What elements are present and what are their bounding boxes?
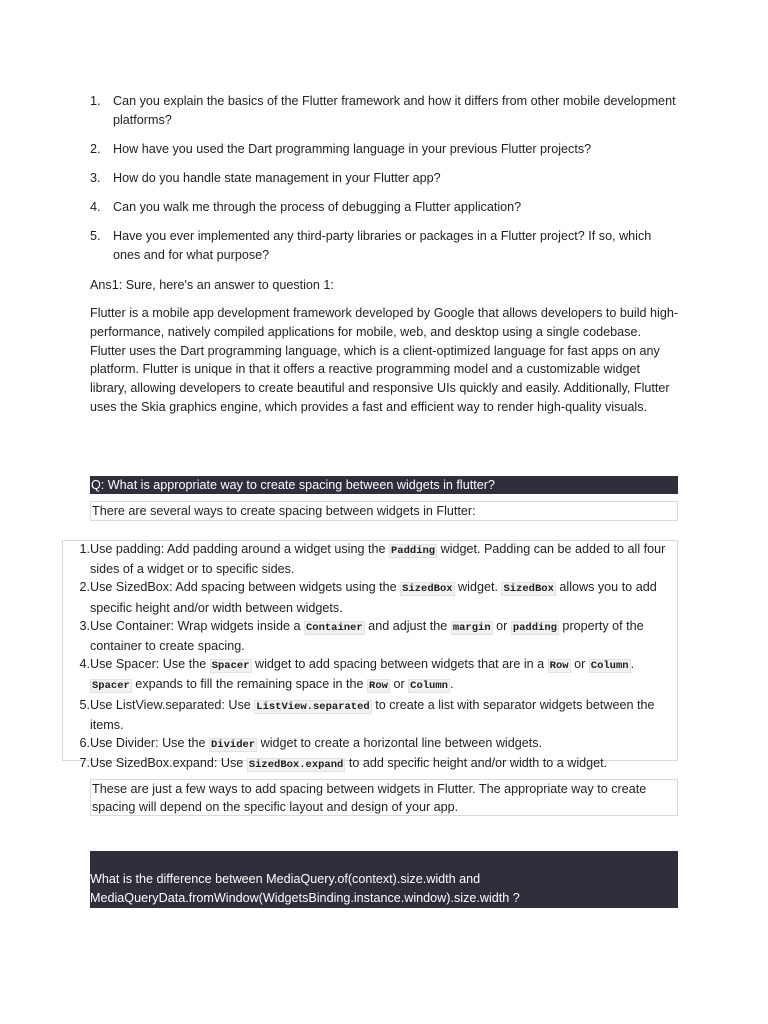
inline-code: ListView.separated	[256, 700, 370, 713]
spacing-intro: There are several ways to create spacing between widgets in Flutter:	[90, 501, 678, 521]
question-text: How do you handle state management in your Flutter app?	[113, 171, 441, 185]
list-number: 7.	[79, 756, 90, 771]
list-item	[62, 617, 678, 655]
list-number: 6.	[79, 736, 90, 751]
inline-code: Divider	[210, 739, 256, 752]
list-item-text: Use Container: Wrap widgets inside a Container and adjust the margin or padding property of the container to create spacing.	[90, 618, 644, 654]
inline-code: Spacer	[211, 660, 250, 673]
list-number: 1.	[79, 542, 90, 556]
inline-code: margin	[452, 621, 491, 634]
list-number: 5.	[79, 697, 90, 712]
mediaquery-question-line: What is the difference between MediaQuery.of(context).size.width and	[90, 872, 481, 886]
list-item-text: Use SizedBox.expand: Use SizedBox.expand to add specific height and/or width to a widget.	[90, 756, 608, 772]
inline-code: Column	[410, 680, 448, 693]
inline-code: SizedBox	[402, 583, 453, 596]
answer-paragraph: Flutter is a mobile app development framework developed by Google that allows developers to build high-performance, natively compiled applications for mobile, web, and desktop using a single codebase. Flutter uses the Dart programming language, which is a client-optimized language for fast apps on any platform. Flutter is unique in that it offers a reactive programming model and a customizable widget library, allowing developers to create beautiful and responsive UIs quickly and easily. Additionally, Flutter uses the Skia graphics engine, which provides a fast and efficient way to render high-quality visuals.	[90, 306, 679, 414]
list-number: 2.	[79, 580, 90, 595]
question-text: Can you explain the basics of the Flutter framework and how it differs from other mobile development platforms?	[113, 94, 676, 127]
mediaquery-question-block	[90, 851, 678, 908]
inline-code: Spacer	[92, 680, 130, 693]
inline-code: Column	[590, 660, 629, 673]
list-item: 3. How do you handle state management in your Flutter app?	[90, 169, 680, 188]
inline-code: Container	[305, 621, 363, 634]
list-item: 4. Can you walk me through the process of debugging a Flutter application?	[90, 198, 680, 217]
mediaquery-question-line: MediaQueryData.fromWindow(WidgetsBinding.instance.window).size.width ?	[90, 891, 520, 905]
inline-code: SizedBox.expand	[248, 759, 344, 772]
spacing-question-bar: Q: What is appropriate way to create spacing between widgets in flutter?	[90, 476, 678, 494]
list-item-text: Use ListView.separated: Use ListView.separated to create a list with separator widgets between the items.	[90, 697, 655, 732]
list-item: 1. Can you explain the basics of the Flutter framework and how it differs from other mobile development platforms?	[90, 92, 680, 130]
question-text: Have you ever implemented any third-party libraries or packages in a Flutter project? If so, which ones and for what purpose?	[113, 229, 652, 262]
list-item: 5. Have you ever implemented any third-party libraries or packages in a Flutter project? If so, which ones and for what purpose?	[90, 227, 680, 265]
list-item	[62, 734, 678, 754]
list-item-text: Use padding: Add padding around a widget using the Padding widget. Padding can be added to all four sides of a widget or to specific sides.	[90, 542, 666, 577]
inline-code: Row	[549, 660, 569, 673]
list-item-text: Use Spacer: Use the Spacer widget to add spacing between widgets that are in a Row or Column . Spacer expands to fill the remaining space in the Row or Column .	[90, 657, 635, 693]
inline-code: Row	[369, 680, 388, 693]
question-list	[90, 92, 680, 275]
list-item	[62, 655, 678, 695]
question-text: How have you used the Dart programming language in your previous Flutter projects?	[113, 142, 592, 156]
list-item-text: Use SizedBox: Add spacing between widgets using the SizedBox widget. SizedBox allows you to add specific height and/or width between widgets.	[90, 580, 657, 615]
inline-code: padding	[512, 621, 557, 634]
list-item: 2. How have you used the Dart programming language in your previous Flutter projects?	[90, 140, 680, 159]
list-item	[62, 578, 678, 616]
inline-code: Padding	[390, 545, 436, 557]
inline-code: SizedBox	[503, 583, 554, 596]
answer-heading: Ans1: Sure, here's an answer to question 1:	[90, 278, 334, 292]
list-number: 3.	[79, 618, 90, 633]
list-number: 4.	[79, 657, 90, 672]
spacing-outro: These are just a few ways to add spacing between widgets in Flutter. The appropriate way to create spacing will depend on the specific layout and design of your app.	[90, 779, 678, 816]
list-item	[62, 754, 678, 774]
list-item	[62, 540, 678, 578]
list-item	[62, 696, 678, 734]
list-item-text: Use Divider: Use the Divider widget to create a horizontal line between widgets.	[90, 736, 543, 752]
spacing-list	[62, 540, 678, 774]
question-text: Can you walk me through the process of debugging a Flutter application?	[113, 200, 522, 214]
